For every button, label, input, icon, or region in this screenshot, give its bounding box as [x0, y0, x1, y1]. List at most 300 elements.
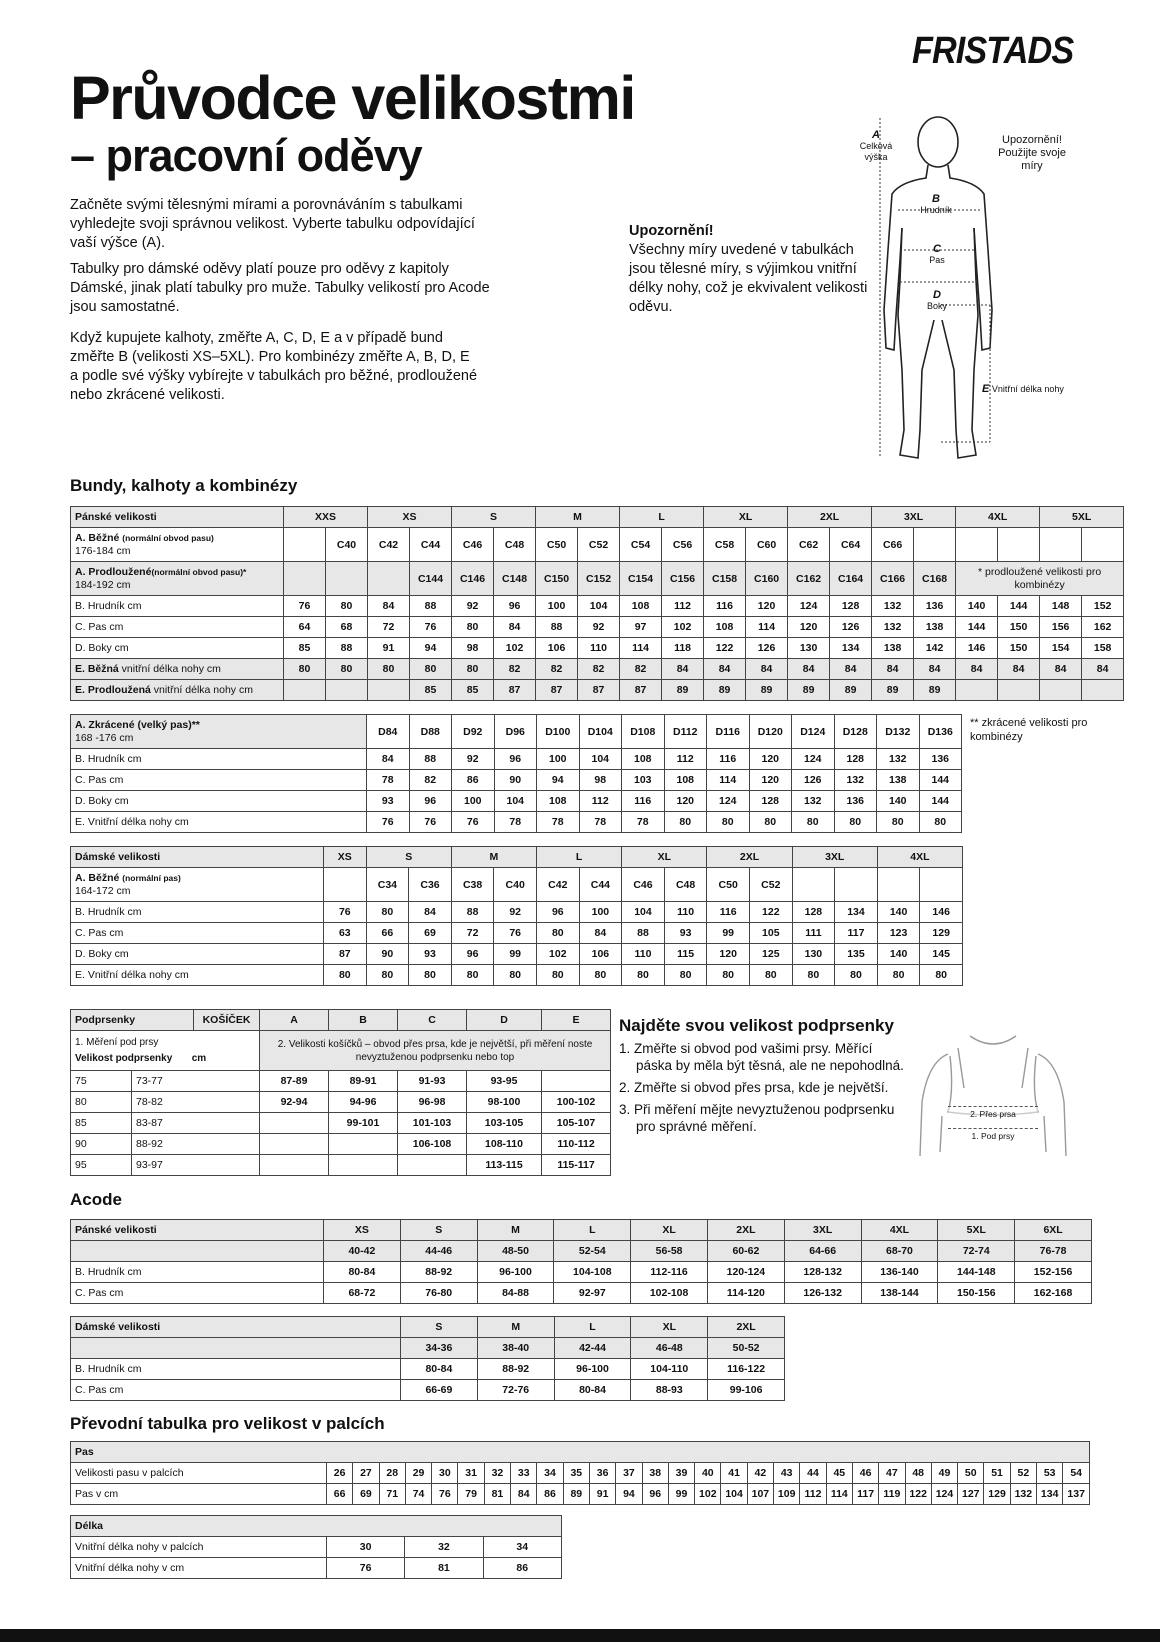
value-cell: 84 — [494, 617, 536, 638]
size-code: C44 — [579, 868, 622, 902]
length-row1-label: Vnitřní délka nohy v palcích — [71, 1537, 327, 1558]
value-cell: 100 — [537, 749, 580, 770]
size-code: C54 — [620, 528, 662, 562]
value-cell: 76 — [494, 923, 537, 944]
size-code: C148 — [494, 562, 536, 596]
bra-size: 90 — [71, 1134, 132, 1155]
value-cell: 130 — [788, 638, 830, 659]
value-cell: 41 — [721, 1463, 747, 1484]
value-cell: 91-93 — [398, 1071, 467, 1092]
size-code: C48 — [664, 868, 707, 902]
section-title-bra: Najděte svou velikost podprsenky — [619, 1016, 894, 1035]
value-cell: 150 — [998, 638, 1040, 659]
size-code: C160 — [746, 562, 788, 596]
value-cell — [1082, 680, 1124, 701]
value-cell: 93 — [367, 791, 410, 812]
value-cell: 100 — [452, 791, 495, 812]
size-code: C154 — [620, 562, 662, 596]
value-cell: 88-92 — [400, 1262, 477, 1283]
size-range: 76-78 — [1015, 1241, 1092, 1262]
table-row — [71, 1262, 1092, 1283]
label-a: A Celková výška — [859, 129, 893, 162]
label-e: E Vnitřní délka nohy — [982, 383, 1064, 395]
value-cell: 88 — [536, 617, 578, 638]
value-cell — [326, 680, 368, 701]
womens-header: Dámské velikosti — [71, 847, 324, 868]
value-cell: 135 — [835, 944, 878, 965]
value-cell: 54 — [1063, 1463, 1090, 1484]
size-code: C44 — [410, 528, 452, 562]
value-cell: 28 — [379, 1463, 405, 1484]
size-header: XL — [704, 507, 788, 528]
row-label: D. Boky cm — [71, 638, 284, 659]
value-cell: 132 — [872, 617, 914, 638]
value-cell: 84 — [1040, 659, 1082, 680]
value-cell: 152-156 — [1015, 1262, 1092, 1283]
value-cell — [329, 1155, 398, 1176]
value-cell: 84 — [998, 659, 1040, 680]
value-cell: 78 — [494, 812, 537, 833]
value-cell: 80 — [368, 659, 410, 680]
inch-row1-label: Velikosti pasu v palcích — [71, 1463, 327, 1484]
table-row — [71, 1359, 785, 1380]
value-cell: 89-91 — [329, 1071, 398, 1092]
size-code: C62 — [788, 528, 830, 562]
value-cell: 137 — [1063, 1484, 1090, 1505]
notice-text: Všechny míry uvedené v tabulkách jsou tělesné míry, s výjimkou vnitřní délky nohy, což je ekvivalent velikosti oděvu. — [629, 242, 868, 315]
table-row — [71, 1155, 611, 1176]
value-cell: 92 — [578, 617, 620, 638]
value-cell: 104 — [579, 749, 622, 770]
bra-size: 85 — [71, 1113, 132, 1134]
intro-paragraph-1: Začněte svými tělesnými mírami a porovnáváním s tabulkami vyhledejte svoji správnou velikost. Vyberte tabulku odpovídající vaší výšce (A). — [70, 197, 475, 251]
table-row — [71, 638, 1124, 659]
value-cell: 96 — [642, 1484, 668, 1505]
bra-measure-2: 2. Velikosti košíčků – obvod přes prsa, kde je největší, při měření noste nevyztuženou podprsenku nebo top — [260, 1031, 611, 1071]
intro-paragraph-3: Když kupujete kalhoty, změřte A, C, D, E a v případě bund změřte B (velikosti XS–5XL). Pro kombinézy změřte A, B, D, E a podle své výšky vybírejte v tabulkách pro běžné, prodloužené nebo zkrácené velikosti. — [70, 330, 478, 403]
size-code: C156 — [662, 562, 704, 596]
size-code — [326, 562, 368, 596]
row-label: E. Vnitřní délka nohy cm — [71, 965, 324, 986]
value-cell: 88 — [326, 638, 368, 659]
value-cell: 111 — [792, 923, 835, 944]
value-cell: 80 — [326, 659, 368, 680]
value-cell: 128 — [830, 596, 872, 617]
size-header: XS — [324, 1220, 401, 1241]
size-code: C36 — [409, 868, 452, 902]
value-cell: 120 — [664, 791, 707, 812]
value-cell: 76 — [324, 902, 367, 923]
size-header: XS — [368, 507, 452, 528]
value-cell: 82 — [578, 659, 620, 680]
value-cell: 29 — [405, 1463, 431, 1484]
value-cell: 38 — [642, 1463, 668, 1484]
size-code: C40 — [494, 868, 537, 902]
size-code: D116 — [707, 715, 750, 749]
value-cell: 82 — [620, 659, 662, 680]
cup-e: E — [542, 1010, 611, 1031]
size-header: S — [400, 1220, 477, 1241]
value-cell: 87 — [620, 680, 662, 701]
value-cell: 124 — [707, 791, 750, 812]
value-cell: 102 — [662, 617, 704, 638]
table-row — [71, 923, 963, 944]
value-cell: 88 — [451, 902, 494, 923]
value-cell: 92-97 — [554, 1283, 631, 1304]
value-cell: 102-108 — [631, 1283, 708, 1304]
value-cell: 112 — [579, 791, 622, 812]
row-label: D. Boky cm — [71, 791, 367, 812]
value-cell: 100 — [536, 596, 578, 617]
value-cell — [542, 1071, 611, 1092]
value-cell: 92 — [452, 596, 494, 617]
size-header: 4XL — [877, 847, 962, 868]
value-cell: 80 — [284, 659, 326, 680]
value-cell: 32 — [484, 1463, 510, 1484]
value-cell: 126-132 — [784, 1283, 861, 1304]
value-cell: 51 — [984, 1463, 1010, 1484]
value-cell — [260, 1113, 329, 1134]
row-label: B. Hrudník cm — [71, 1359, 401, 1380]
size-header: XL — [631, 1220, 708, 1241]
size-code: D108 — [622, 715, 665, 749]
value-cell: 86 — [483, 1558, 561, 1579]
value-cell: 132 — [834, 770, 877, 791]
size-code — [368, 562, 410, 596]
value-cell: 89 — [662, 680, 704, 701]
value-cell: 72 — [451, 923, 494, 944]
size-range: 48-50 — [477, 1241, 554, 1262]
value-cell: 76 — [410, 617, 452, 638]
value-cell: 84 — [367, 749, 410, 770]
size-code: C42 — [536, 868, 579, 902]
value-cell: 76 — [284, 596, 326, 617]
value-cell: 44 — [800, 1463, 826, 1484]
size-header: L — [620, 507, 704, 528]
value-cell: 84 — [579, 923, 622, 944]
size-header: M — [536, 507, 620, 528]
value-cell: 72-76 — [477, 1380, 554, 1401]
table-row — [71, 770, 962, 791]
value-cell: 88-93 — [631, 1380, 708, 1401]
section-title-jackets: Bundy, kalhoty a kombinézy — [70, 476, 298, 495]
section-title-inch: Převodní tabulka pro velikost v palcích — [70, 1414, 385, 1433]
value-cell: 96 — [494, 596, 536, 617]
value-cell: 76 — [367, 812, 410, 833]
acode-womens-header: Dámské velikosti — [71, 1317, 401, 1338]
value-cell: 80 — [834, 812, 877, 833]
size-code: C46 — [452, 528, 494, 562]
value-cell: 91 — [589, 1484, 615, 1505]
value-cell: 82 — [536, 659, 578, 680]
size-code: D132 — [877, 715, 920, 749]
size-code: C168 — [914, 562, 956, 596]
under-bust: 73-77 — [132, 1071, 260, 1092]
value-cell: 80 — [877, 965, 920, 986]
value-cell: 81 — [484, 1484, 510, 1505]
value-cell: 30 — [327, 1537, 405, 1558]
value-cell: 138 — [872, 638, 914, 659]
value-cell: 79 — [458, 1484, 484, 1505]
size-range: 34-36 — [401, 1338, 478, 1359]
size-header: 4XL — [956, 507, 1040, 528]
size-header: XXS — [284, 507, 368, 528]
value-cell: 80 — [579, 965, 622, 986]
value-cell: 103-105 — [467, 1113, 542, 1134]
bra-measure-1: 1. Měření pod prsy Velikost podprsenky cm — [71, 1031, 260, 1071]
value-cell: 66 — [366, 923, 409, 944]
size-code: C66 — [872, 528, 914, 562]
value-cell: 94 — [410, 638, 452, 659]
value-cell: 122 — [749, 902, 792, 923]
value-cell: 105-107 — [542, 1113, 611, 1134]
value-cell: 34 — [537, 1463, 563, 1484]
value-cell: 136 — [919, 749, 962, 770]
size-code — [956, 528, 998, 562]
value-cell: 84 — [956, 659, 998, 680]
value-cell: 108 — [620, 596, 662, 617]
value-cell: 100 — [579, 902, 622, 923]
size-code — [914, 528, 956, 562]
value-cell: 90 — [494, 770, 537, 791]
value-cell: 107 — [747, 1484, 773, 1505]
size-code: C64 — [830, 528, 872, 562]
value-cell: 98 — [579, 770, 622, 791]
value-cell: 88 — [410, 596, 452, 617]
bra-label-under: 1. Pod prsy — [948, 1128, 1038, 1141]
size-code: C42 — [368, 528, 410, 562]
size-code: C60 — [746, 528, 788, 562]
value-cell: 49 — [931, 1463, 957, 1484]
mens-regular-label: A. Běžné (normální obvod pasu) 176-184 cm — [71, 528, 284, 562]
value-cell: 35 — [563, 1463, 589, 1484]
bra-size-table — [70, 1009, 611, 1176]
size-header: S — [401, 1317, 478, 1338]
value-cell: 119 — [879, 1484, 905, 1505]
value-cell: 132 — [872, 596, 914, 617]
size-range: 64-66 — [784, 1241, 861, 1262]
value-cell: 42 — [747, 1463, 773, 1484]
mens-long-label: A. Prodloužené(normální obvod pasu)* 184-192 cm — [71, 562, 284, 596]
value-cell: 144 — [956, 617, 998, 638]
value-cell: 120 — [746, 596, 788, 617]
value-cell: 89 — [830, 680, 872, 701]
table-row — [71, 596, 1124, 617]
value-cell: 132 — [877, 749, 920, 770]
page-title: Průvodce velikostmi — [70, 64, 635, 132]
value-cell: 80 — [536, 923, 579, 944]
value-cell: 134 — [1037, 1484, 1063, 1505]
value-cell: 114 — [620, 638, 662, 659]
value-cell: 80 — [452, 617, 494, 638]
value-cell: 101-103 — [398, 1113, 467, 1134]
mens-header: Pánské velikosti — [71, 507, 284, 528]
size-header: 5XL — [938, 1220, 1015, 1241]
figure-note: Upozornění! Použijte svoje míry — [998, 134, 1066, 172]
value-cell: 84-88 — [477, 1283, 554, 1304]
value-cell: 126 — [830, 617, 872, 638]
table-row — [71, 944, 963, 965]
size-header: XL — [631, 1317, 708, 1338]
row-label: B. Hrudník cm — [71, 596, 284, 617]
size-header: S — [452, 507, 536, 528]
value-cell: 88 — [622, 923, 665, 944]
value-cell: 80-84 — [401, 1359, 478, 1380]
value-cell: 96-100 — [554, 1359, 631, 1380]
value-cell: 84 — [914, 659, 956, 680]
value-cell: 122 — [704, 638, 746, 659]
value-cell: 30 — [432, 1463, 458, 1484]
value-cell: 69 — [353, 1484, 379, 1505]
intro-paragraph-2: Tabulky pro dámské oděvy platí pouze pro oděvy z kapitoly Dámské, jinak platí tabulky pro muže. Tabulky velikostí pro Acode jsou samostatné. — [70, 261, 490, 315]
bra-label-over: 2. Přes prsa — [948, 1106, 1038, 1119]
row-label: C. Pas cm — [71, 1380, 401, 1401]
table-row — [71, 1134, 611, 1155]
table-row — [71, 902, 963, 923]
value-cell: 92-94 — [260, 1092, 329, 1113]
value-cell: 53 — [1037, 1463, 1063, 1484]
value-cell: 112 — [664, 749, 707, 770]
size-code — [792, 868, 835, 902]
value-cell: 124 — [931, 1484, 957, 1505]
bra-size: 75 — [71, 1071, 132, 1092]
womens-size-table — [70, 846, 963, 986]
size-code — [1040, 528, 1082, 562]
value-cell: 100-102 — [542, 1092, 611, 1113]
cup-b: B — [329, 1010, 398, 1031]
row-label: C. Pas cm — [71, 617, 284, 638]
size-code: D136 — [919, 715, 962, 749]
size-header: L — [554, 1317, 631, 1338]
label-c: C Pas — [929, 243, 945, 265]
value-cell: 31 — [458, 1463, 484, 1484]
value-cell: 80 — [366, 902, 409, 923]
value-cell: 94 — [537, 770, 580, 791]
value-cell: 82 — [494, 659, 536, 680]
value-cell: 162 — [1082, 617, 1124, 638]
value-cell: 110 — [578, 638, 620, 659]
size-range: 42-44 — [554, 1338, 631, 1359]
value-cell: 82 — [409, 770, 452, 791]
size-header: XS — [324, 847, 367, 868]
value-cell: 108 — [537, 791, 580, 812]
value-cell: 87 — [536, 680, 578, 701]
size-header: M — [477, 1317, 554, 1338]
value-cell: 93 — [664, 923, 707, 944]
value-cell: 144 — [998, 596, 1040, 617]
value-cell: 98-100 — [467, 1092, 542, 1113]
value-cell: 116-122 — [708, 1359, 785, 1380]
row-label: D. Boky cm — [71, 944, 324, 965]
acode-womens-table — [70, 1316, 785, 1401]
value-cell: 80 — [366, 965, 409, 986]
value-cell: 81 — [405, 1558, 483, 1579]
value-cell: 104 — [622, 902, 665, 923]
short-size-table — [70, 714, 962, 833]
value-cell: 117 — [835, 923, 878, 944]
value-cell: 80 — [707, 812, 750, 833]
bra-step-3: 3. Při měření mějte nevyztuženou podprsenku pro správné měření. — [619, 1102, 895, 1134]
value-cell: 120 — [788, 617, 830, 638]
value-cell: 138 — [914, 617, 956, 638]
value-cell: 117 — [852, 1484, 878, 1505]
value-cell: 76 — [327, 1558, 405, 1579]
value-cell: 132 — [792, 791, 835, 812]
value-cell: 118 — [662, 638, 704, 659]
fristads-logo: FRISTADS — [912, 30, 1074, 72]
value-cell: 134 — [830, 638, 872, 659]
value-cell: 96 — [451, 944, 494, 965]
value-cell: 145 — [920, 944, 963, 965]
value-cell: 114 — [746, 617, 788, 638]
size-header: 2XL — [788, 507, 872, 528]
value-cell: 94 — [616, 1484, 642, 1505]
value-cell: 144 — [919, 770, 962, 791]
size-header: XL — [622, 847, 707, 868]
value-cell: 84 — [511, 1484, 537, 1505]
row-label: C. Pas cm — [71, 923, 324, 944]
value-cell: 43 — [774, 1463, 800, 1484]
value-cell: 112 — [662, 596, 704, 617]
value-cell: 68-72 — [324, 1283, 401, 1304]
value-cell — [284, 680, 326, 701]
value-cell: 105 — [749, 923, 792, 944]
value-cell — [956, 680, 998, 701]
bra-step-1: 1. Změřte si obvod pod vašimi prsy. Měřící páska by měla být těsná, ale ne nepohodlná. — [619, 1041, 904, 1073]
value-cell: 80 — [622, 965, 665, 986]
value-cell: 80 — [792, 965, 835, 986]
value-cell: 87-89 — [260, 1071, 329, 1092]
value-cell — [998, 680, 1040, 701]
value-cell: 108 — [622, 749, 665, 770]
value-cell: 127 — [958, 1484, 984, 1505]
value-cell: 134 — [835, 902, 878, 923]
value-cell: 80 — [664, 965, 707, 986]
value-cell: 52 — [1010, 1463, 1036, 1484]
value-cell: 152 — [1082, 596, 1124, 617]
inch-length-table — [70, 1515, 562, 1579]
size-code — [1082, 528, 1124, 562]
value-cell: 80 — [835, 965, 878, 986]
size-code — [877, 868, 920, 902]
value-cell: 80 — [877, 812, 920, 833]
row-label: B. Hrudník cm — [71, 749, 367, 770]
value-cell: 104 — [721, 1484, 747, 1505]
size-code: D112 — [664, 715, 707, 749]
value-cell: 80-84 — [324, 1262, 401, 1283]
size-code: D128 — [834, 715, 877, 749]
value-cell: 80 — [494, 965, 537, 986]
size-code: C146 — [452, 562, 494, 596]
under-bust: 78-82 — [132, 1092, 260, 1113]
value-cell: 66 — [327, 1484, 353, 1505]
table-row — [71, 812, 962, 833]
page-subtitle: – pracovní oděvy — [70, 130, 422, 181]
value-cell: 80 — [409, 965, 452, 986]
value-cell: 112 — [800, 1484, 826, 1505]
value-cell: 110 — [664, 902, 707, 923]
size-code: C56 — [662, 528, 704, 562]
value-cell: 128-132 — [784, 1262, 861, 1283]
value-cell: 85 — [284, 638, 326, 659]
value-cell: 96 — [494, 749, 537, 770]
size-header: M — [451, 847, 536, 868]
size-code — [284, 562, 326, 596]
bra-figure — [918, 1032, 1068, 1160]
value-cell: 86 — [452, 770, 495, 791]
value-cell: 124 — [788, 596, 830, 617]
value-cell: 92 — [452, 749, 495, 770]
